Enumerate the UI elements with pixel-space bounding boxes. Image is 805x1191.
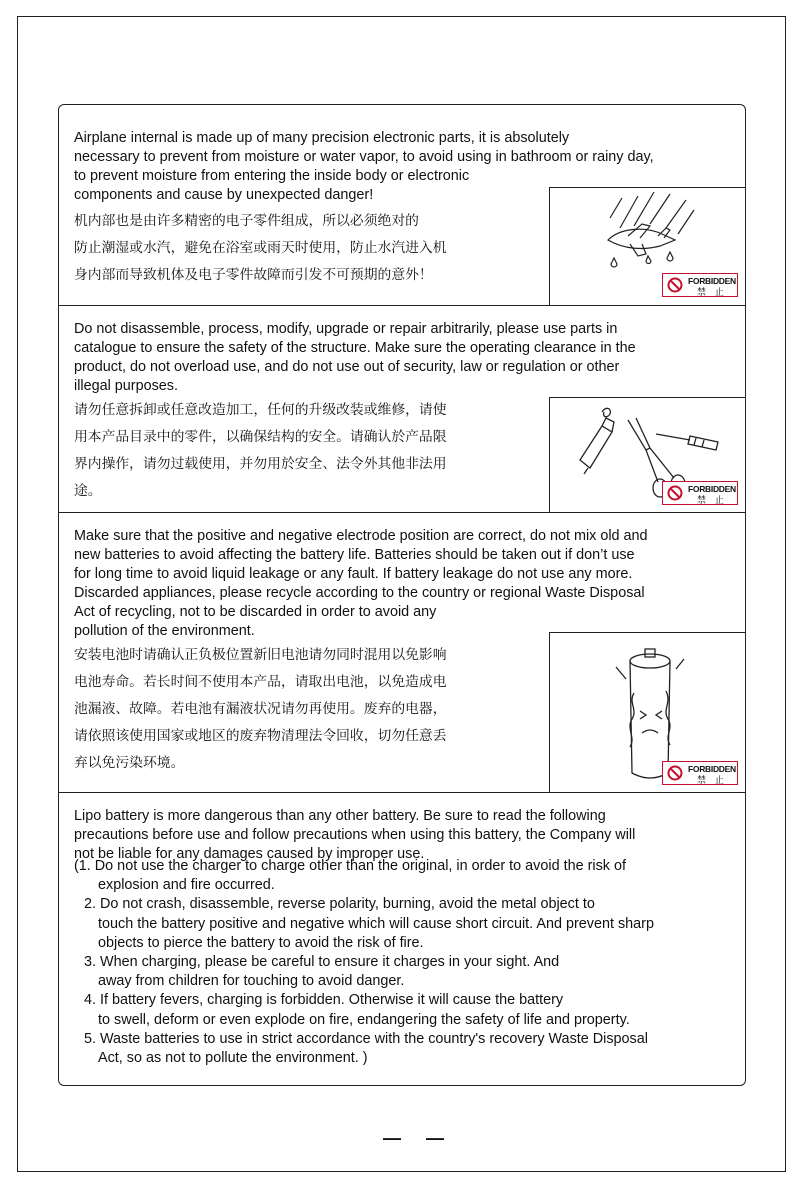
forbidden-label: FORBIDDEN — [688, 484, 736, 494]
text-line: Do not disassemble, process, modify, upgrade or repair arbitrarily, please use parts in — [74, 321, 618, 337]
text-line: Make sure that the positive and negative electrode position are correct, do not mix old and — [74, 528, 648, 544]
forbidden-label: FORBIDDEN — [688, 276, 736, 286]
forbidden-label: FORBIDDEN — [688, 764, 736, 774]
text-line: Act of recycling, not to be discarded in order to avoid any — [74, 604, 437, 620]
forbidden-badge — [662, 273, 738, 297]
text-line: components and cause by unexpected danger! — [74, 187, 374, 203]
precaution-item: 2. Do not crash, disassemble, reverse polarity, burning, avoid the metal object to — [84, 896, 595, 913]
forbidden-label-cn: 禁 止 — [697, 776, 727, 786]
text-line-cn: 防止潮湿或水汽，避免在浴室或雨天时使用，防止水汽进入机 — [74, 240, 447, 256]
text-line: for long time to avoid liquid leakage or any fault. If battery leakage do not use any more. — [74, 566, 633, 582]
text-line: illegal purposes. — [74, 378, 178, 394]
precaution-item-continued: objects to pierce the battery to avoid the risk of fire. — [98, 934, 424, 951]
precaution-item: 4. If battery fevers, charging is forbidden. Otherwise it will cause the battery — [84, 992, 564, 1009]
illustration-panel — [549, 632, 746, 793]
text-line-cn: 身内部而导致机体及电子零件故障而引发不可预期的意外！ — [74, 267, 433, 283]
text-line: precautions before use and follow precautions when using this battery, the Company will — [74, 827, 636, 843]
text-line-cn: 机内部也是由许多精密的电子零件组成，所以必须绝对的 — [74, 213, 419, 229]
section-lipo — [59, 792, 745, 1086]
precaution-item: 3. When charging, please be careful to ensure it charges in your sight. And — [84, 954, 560, 971]
precaution-item: 5. Waste batteries to use in strict accordance with the country's recovery Waste Disposal — [84, 1030, 648, 1047]
precaution-item: (1. Do not use the charger to charge other than the original, in order to avoid the risk of — [74, 858, 626, 874]
text-line: pollution of the environment. — [74, 623, 255, 639]
text-line: to prevent moisture from entering the inside body or electronic — [74, 168, 470, 184]
forbidden-badge — [662, 481, 738, 505]
forbidden-badge — [662, 761, 738, 785]
precaution-item-continued: to swell, deform or even explode on fire, endangering the safety of life and property. — [98, 1011, 630, 1028]
page-number: — — — [383, 1128, 455, 1148]
text-line-cn: 界内操作，请勿过载使用，并勿用於安全、法令外其他非法用 — [74, 456, 447, 472]
precaution-item-continued: touch the battery positive and negative which will cause short circuit. And prevent sharp — [98, 915, 654, 932]
section-disassemble — [59, 305, 745, 512]
notice-box — [58, 104, 746, 1086]
precaution-item-continued: explosion and fire occurred. — [98, 877, 275, 894]
precaution-item-continued: Act, so as not to pollute the environment. ) — [98, 1050, 368, 1067]
forbidden-label-cn: 禁 止 — [697, 496, 727, 506]
text-line-cn: 池漏液、故障。若电池有漏液状况请勿再使用。废弃的电器， — [74, 701, 447, 717]
section-batteries — [59, 512, 745, 792]
prohibited-icon — [667, 765, 683, 781]
section-moisture — [59, 105, 745, 305]
illustration-panel — [549, 187, 746, 305]
text-line-cn: 请勿任意拆卸或任意改造加工，任何的升级改装或维修，请使 — [74, 402, 447, 418]
text-line-cn: 安装电池时请确认正负极位置新旧电池请勿同时混用以免影响 — [74, 647, 447, 663]
illustration-panel — [549, 397, 746, 513]
precaution-item-continued: away from children for touching to avoid danger. — [98, 973, 405, 990]
text-line: Airplane internal is made up of many precision electronic parts, it is absolutely — [74, 130, 570, 146]
prohibited-icon — [667, 485, 683, 501]
text-line: Lipo battery is more dangerous than any other battery. Be sure to read the following — [74, 808, 606, 824]
precaution-list — [74, 857, 654, 1068]
text-line-cn: 请依照该使用国家或地区的废弃物清理法令回收，切勿任意丢 — [74, 728, 447, 744]
prohibited-icon — [667, 277, 683, 293]
text-line: Discarded appliances, please recycle according to the country or regional Waste Disposal — [74, 585, 645, 601]
text-line: necessary to prevent from moisture or water vapor, to avoid using in bathroom or rainy day, — [74, 149, 654, 165]
text-line: product, do not overload use, and do not use out of security, law or regulation or other — [74, 359, 620, 375]
forbidden-label-cn: 禁 止 — [697, 288, 727, 298]
text-line-cn: 电池寿命。若长时间不使用本产品，请取出电池，以免造成电 — [74, 674, 447, 690]
text-line: new batteries to avoid affecting the battery life. Batteries should be taken out if don’t use — [74, 547, 635, 563]
text-line-cn: 弃以免污染环境。 — [74, 755, 185, 771]
text-line-cn: 途。 — [74, 483, 102, 499]
text-line: not be liable for any damages caused by improper use. — [74, 846, 425, 862]
text-line: catalogue to ensure the safety of the structure. Make sure the operating clearance in the — [74, 340, 636, 356]
text-line-cn: 用本产品目录中的零件，以确保结构的安全。请确认於产品限 — [74, 429, 447, 445]
